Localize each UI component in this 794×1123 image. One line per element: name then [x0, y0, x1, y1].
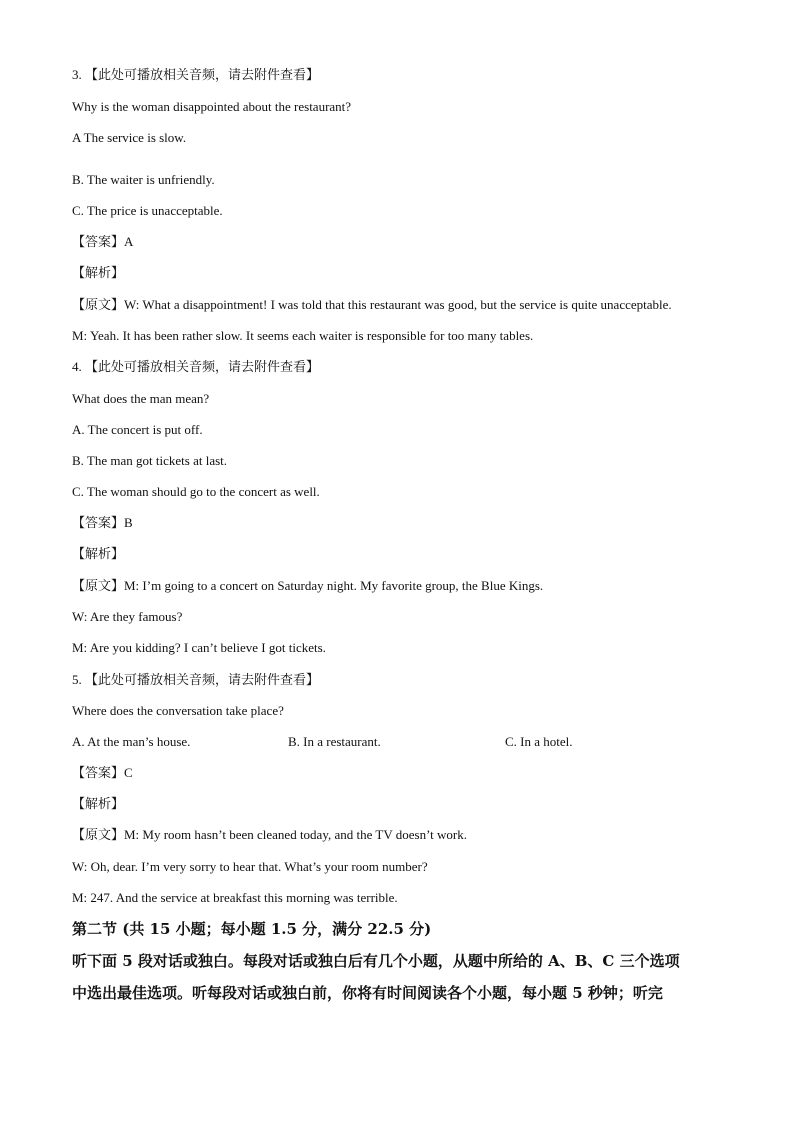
q5-option-a: A. At the man’s house. [72, 734, 191, 749]
section-instruction-line-1: 听下面 5 段对话或独白。每段对话或独白后有几个小题，从题中所给的 A、B、C 三个选项 [72, 952, 680, 970]
q3-transcript-line-2: M: Yeah. It has been rather slow. It seems each waiter is responsible for too many tables. [72, 328, 534, 343]
q4-transcript-line-3: M: Are you kidding? I can’t believe I got tickets. [72, 640, 326, 655]
q5-option-b: B. In a restaurant. [288, 734, 381, 749]
q3-question: Why is the woman disappointed about the restaurant? [72, 99, 352, 114]
q3-option-c: C. The price is unacceptable. [72, 203, 223, 218]
q4-option-a: A. The concert is put off. [72, 422, 203, 437]
q5-question: Where does the conversation take place? [72, 703, 284, 718]
q4-analysis: 【解析】 [72, 546, 125, 561]
q5-transcript-line-1: 【原文】M: My room hasn’t been cleaned today, and the TV doesn’t work. [72, 827, 467, 842]
q4-answer: 【答案】B [72, 515, 133, 530]
section-instruction-line-2: 中选出最佳选项。听每段对话或独白前，你将有时间阅读各个小题，每小题 5 秒钟；听完 [72, 984, 663, 1002]
q5-answer: 【答案】C [72, 765, 133, 780]
q3-transcript-line-1: 【原文】W: What a disappointment! I was told that this restaurant was good, but the service is quite unacceptable. [72, 297, 672, 312]
q3-answer: 【答案】A [72, 234, 134, 249]
q5-analysis: 【解析】 [72, 796, 125, 811]
q4-transcript-line-1: 【原文】M: I’m going to a concert on Saturday night. My favorite group, the Blue Kings. [72, 578, 544, 593]
q4-question: What does the man mean? [72, 391, 210, 406]
q3-option-a: A The service is slow. [72, 130, 187, 145]
q4-transcript-line-2: W: Are they famous? [72, 609, 183, 624]
q4-header: 4. 【此处可播放相关音频，请去附件查看】 [72, 359, 320, 374]
q3-analysis: 【解析】 [72, 265, 125, 280]
q5-option-c: C. In a hotel. [505, 734, 573, 749]
q5-transcript-line-3: M: 247. And the service at breakfast this morning was terrible. [72, 890, 398, 905]
section-title: 第二节 (共 15 小题；每小题 1.5 分，满分 22.5 分) [72, 920, 432, 938]
q5-header: 5. 【此处可播放相关音频，请去附件查看】 [72, 672, 320, 687]
q4-option-b: B. The man got tickets at last. [72, 453, 228, 468]
q3-option-b: B. The waiter is unfriendly. [72, 172, 215, 187]
q5-transcript-line-2: W: Oh, dear. I’m very sorry to hear that. What’s your room number? [72, 859, 428, 874]
q3-header: 3. 【此处可播放相关音频，请去附件查看】 [72, 67, 320, 82]
q4-option-c: C. The woman should go to the concert as well. [72, 484, 320, 499]
